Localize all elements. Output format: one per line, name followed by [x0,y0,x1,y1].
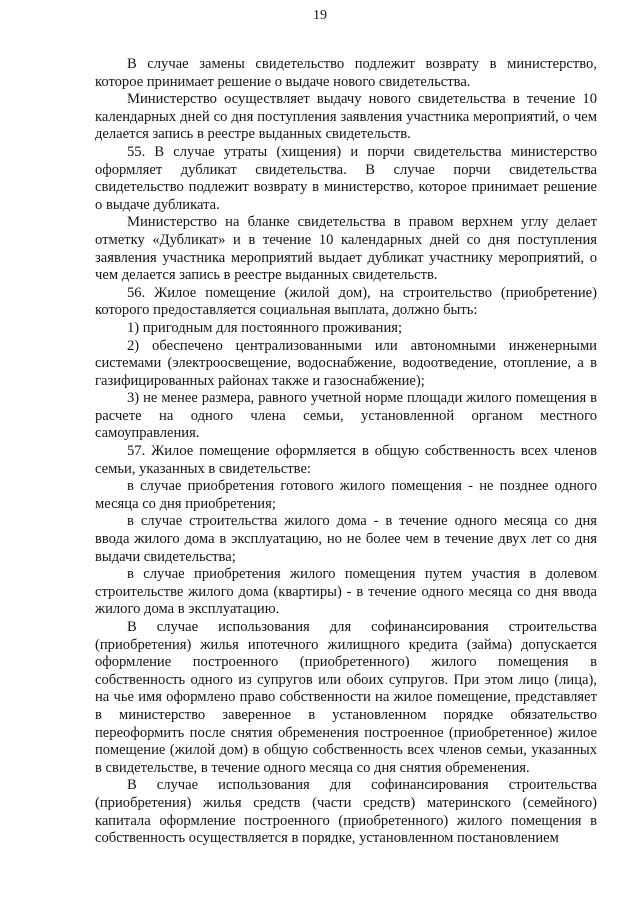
paragraph-shared-construction: в случае приобретения жилого помещения путем участия в долевом строительстве жилого дома (квартиры) - в течение одного месяца со дня ввода жилого дома в эксплуатацию. [95,566,597,618]
paragraph-maternity-capital: В случае использования для софинансирования строительства (приобретения) жилья средств (части средств) материнского (семейного) капитала оформление построенного (приобретенного) жилого помещения в собственность осуществляется в порядке, установленном постановлением [95,777,597,847]
paragraph-mortgage: В случае использования для софинансирования строительства (приобретения) жилья ипотечного жилищного кредита (займа) допускается оформление построенного (приобретенного) жилого помещения в собственность одного из супругов или обоих супругов. При этом лицо (лица), на чье имя оформлено право собственности на жилое помещение, представляет в министерство заверенное в установленном порядке обязательство переоформить после снятия обременения построенное (приобретенное) жилое помещение (жилой дом) в общую собственность всех членов семьи, указанных в свидетельстве, в течение одного месяца со дня снятия обременения. [95,619,597,776]
list-item-1: 1) пригодным для постоянного проживания; [127,319,403,336]
paragraph-56-requirements: 56. Жилое помещение (жилой дом), на строительство (приобретение) которого предоставляется социальная выплата, должно быть: [95,284,597,319]
paragraph-new-certificate-issue: Министерство осуществляет выдачу нового свидетельства в течение 10 календарных дней со дня поступления заявления участника мероприятий, о чем делается запись в реестре выданных свидетельств. [95,91,597,143]
page-number: 19 [313,8,327,23]
paragraph-house-construction: в случае строительства жилого дома - в течение одного месяца со дня ввода жилого дома в эксплуатацию, но не более чем в течение двух лет со дня выдачи свидетельства; [95,513,597,565]
paragraph-55-duplicate: 55. В случае утраты (хищения) и порчи свидетельства министерство оформляет дубликат свидетельства. В случае порчи свидетельства свидетельство подлежит возврату в министерство, которое принимает решение о выдаче дубликата. [95,143,597,213]
list-item-3: 3) не менее размера, равного учетной норме площади жилого помещения в расчете на одного члена семьи, установленной органом местного самоуправления. [95,390,597,442]
list-item-2: 2) обеспечено централизованными или автономными инженерными системами (электроосвещение, водоснабжение, водоотведение, отопление, а в газифицированных районах также и газоснабжение); [95,337,597,389]
paragraph-duplicate-mark: Министерство на бланке свидетельства в правом верхнем углу делает отметку «Дубликат» и в течение 10 календарных дней со дня поступления заявления участника мероприятий выдает дубликат участнику мероприятий, о чем делается запись в реестре выданных свидетельств. [95,214,597,284]
paragraph-replacement-return: В случае замены свидетельство подлежит возврату в министерство, которое принимает решение о выдаче нового свидетельства. [95,56,597,90]
paragraph-57-ownership: 57. Жилое помещение оформляется в общую собственность всех членов семьи, указанных в свидетельстве: [95,443,597,477]
document-body [95,56,597,848]
paragraph-ready-housing: в случае приобретения готового жилого помещения - не позднее одного месяца со дня приобретения; [95,478,597,512]
